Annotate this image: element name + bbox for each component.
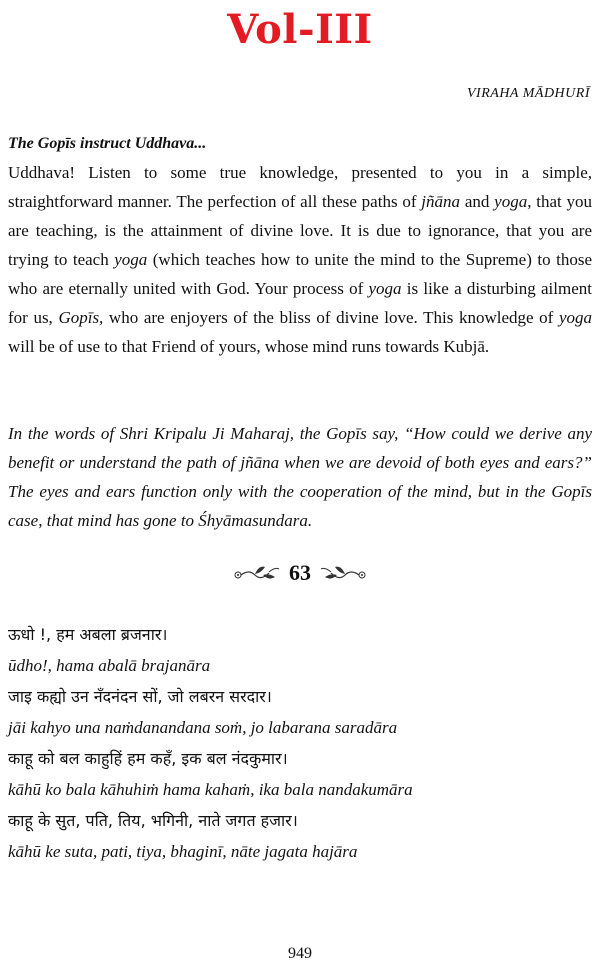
running-head: VIRAHA MĀDHURĪ [467,86,590,101]
italic-term: yoga [558,308,592,327]
italic-term: yoga [368,279,402,298]
verse-hindi-line: ऊधो !, हम अबला ब्रजनार। [8,625,168,644]
verse-transliteration-line: jāi kahyo una naṁdanandana soṁ, jo labarana saradāra [8,718,398,737]
paragraph-text: (which teaches how to unite the mind to the Supreme) to those who are eternally united with God. Your process of [8,250,592,298]
paragraph-text: , that you are teaching, is the attainment of divine love. It is due to ignorance, that you are trying to teach [8,192,593,269]
verse-transliteration-line: kāhū ko bala kāhuhiṁ hama kahaṁ, ika bala nandakumāra [8,780,413,799]
verse-lines [8,619,592,867]
verse-hindi-line: काहू को बल काहुहिं हम कहँ, इक बल नंदकुमार। [8,749,288,768]
verse-number: 63 [289,560,311,585]
paragraph-text: who are enjoyers of the bliss of divine love. This knowledge of [103,308,559,327]
paragraph-text: will be of use to that Friend of yours, whose mind runs towards Kubjā. [8,337,490,356]
verse-hindi-line: काहू के सुत, पति, तिय, भगिनी, नाते जगत हजार। [8,811,298,830]
volume-title: Vol-III [227,6,373,53]
body-paragraph [8,158,592,361]
verse-transliteration-line: ūdho!, hama abalā brajanāra [8,656,211,675]
verse-number-row [0,560,600,586]
paragraph-text: Uddhava! Listen to some true knowledge, presented to you in a simple, straightforward manner. The perfection of all these paths of [8,163,592,211]
paragraph-text: and [460,192,495,211]
section-heading: The Gopīs instruct Uddhava... [8,135,207,152]
verse-transliteration-line: kāhū ke suta, pati, tiya, bhaginī, nāte jagata hajāra [8,842,358,861]
italic-term: jñāna [421,192,461,211]
floral-ornament-left-icon [233,561,281,585]
page-number: 949 [288,945,312,962]
verse-hindi-line: जाइ कह्यो उन नँदनंदन सों, जो लबरन सरदार। [8,687,272,706]
quote-paragraph: In the words of Shri Kripalu Ji Maharaj, the Gopīs say, “How could we derive any benefit or understand the path of jñāna when we are devoid of both eyes and ears?” The eyes and ears function only with the cooperation of the mind, but in the Gopīs case, that mind has gone to Śhyāmasundara. [8,424,592,530]
italic-term: yoga [114,250,148,269]
italic-term: Gopīs, [58,308,104,327]
italic-term: yoga [494,192,528,211]
paragraph-text: is like a disturbing ailment for us, [8,279,592,327]
floral-ornament-right-icon [319,561,367,585]
